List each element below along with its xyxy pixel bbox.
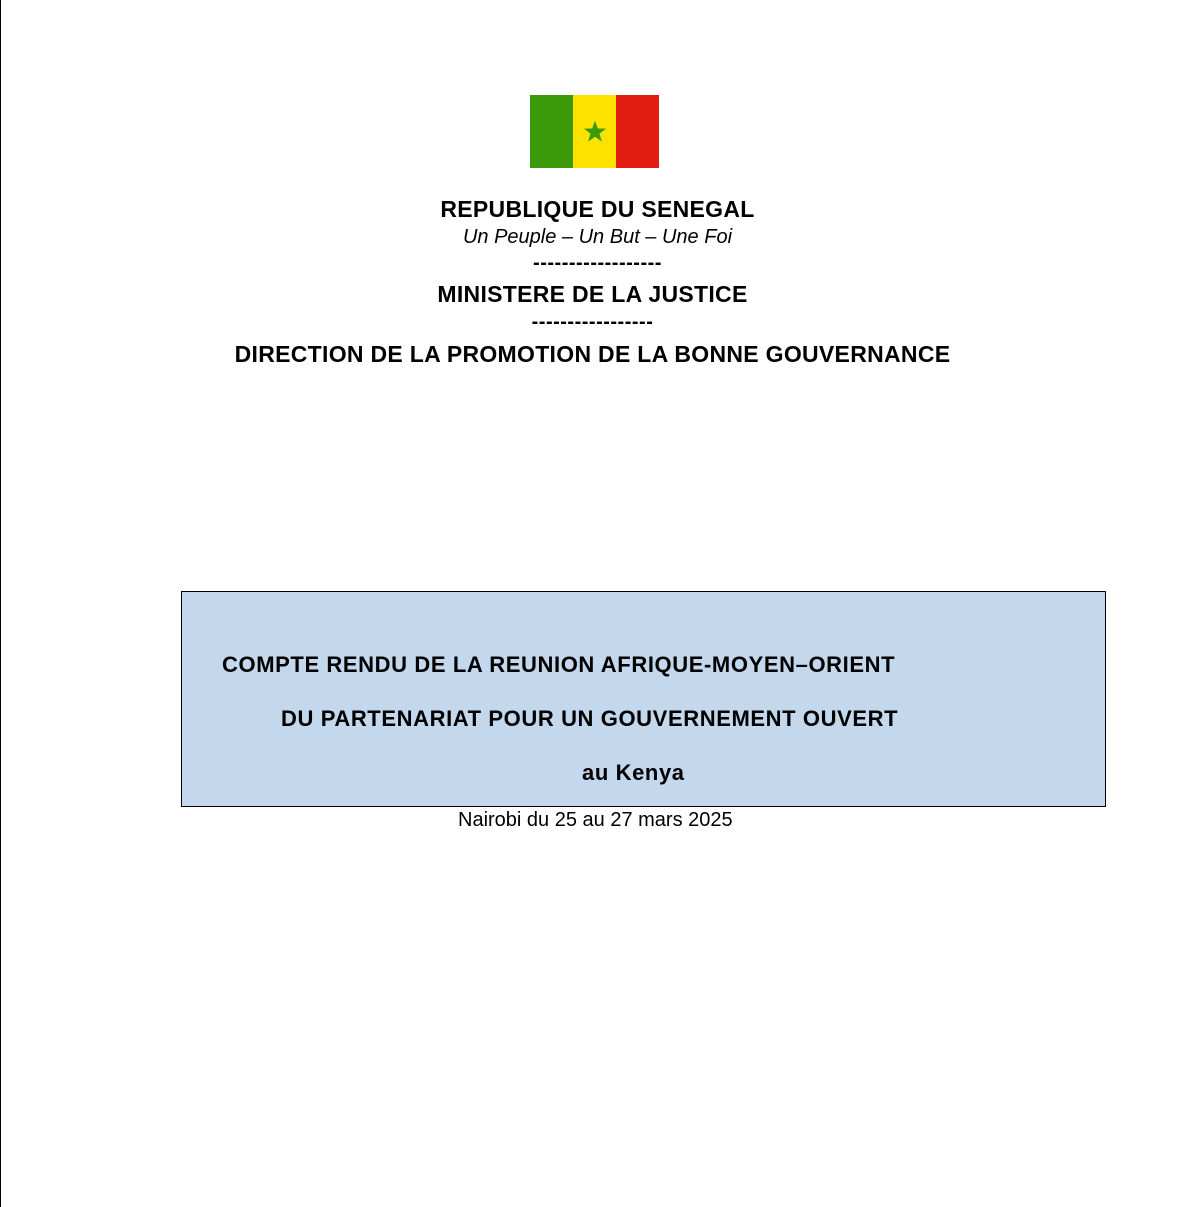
senegal-flag <box>530 95 659 168</box>
report-title-box <box>181 591 1106 807</box>
report-title-line-1: COMPTE RENDU DE LA REUNION AFRIQUE-MOYEN–ORIENT <box>222 652 896 677</box>
flag-red-band <box>616 95 659 168</box>
header-separator: ----------------- <box>531 311 654 333</box>
page-left-border <box>0 0 1 1207</box>
header-separator: ------------------ <box>533 252 662 274</box>
report-title-line-3: au Kenya <box>582 760 685 785</box>
flag-green-band <box>530 95 573 168</box>
report-title-line-2: DU PARTENARIAT POUR UN GOUVERNEMENT OUVERT <box>281 706 899 731</box>
ministry-heading: MINISTERE DE LA JUSTICE <box>437 281 748 307</box>
meeting-date-location: Nairobi du 25 au 27 mars 2025 <box>458 809 733 831</box>
star-icon <box>582 119 608 145</box>
direction-heading: DIRECTION DE LA PROMOTION DE LA BONNE GOUVERNANCE <box>234 341 951 367</box>
flag-yellow-band <box>573 95 616 168</box>
national-motto: Un Peuple – Un But – Une Foi <box>462 226 733 248</box>
republic-heading: REPUBLIQUE DU SENEGAL <box>440 196 755 222</box>
